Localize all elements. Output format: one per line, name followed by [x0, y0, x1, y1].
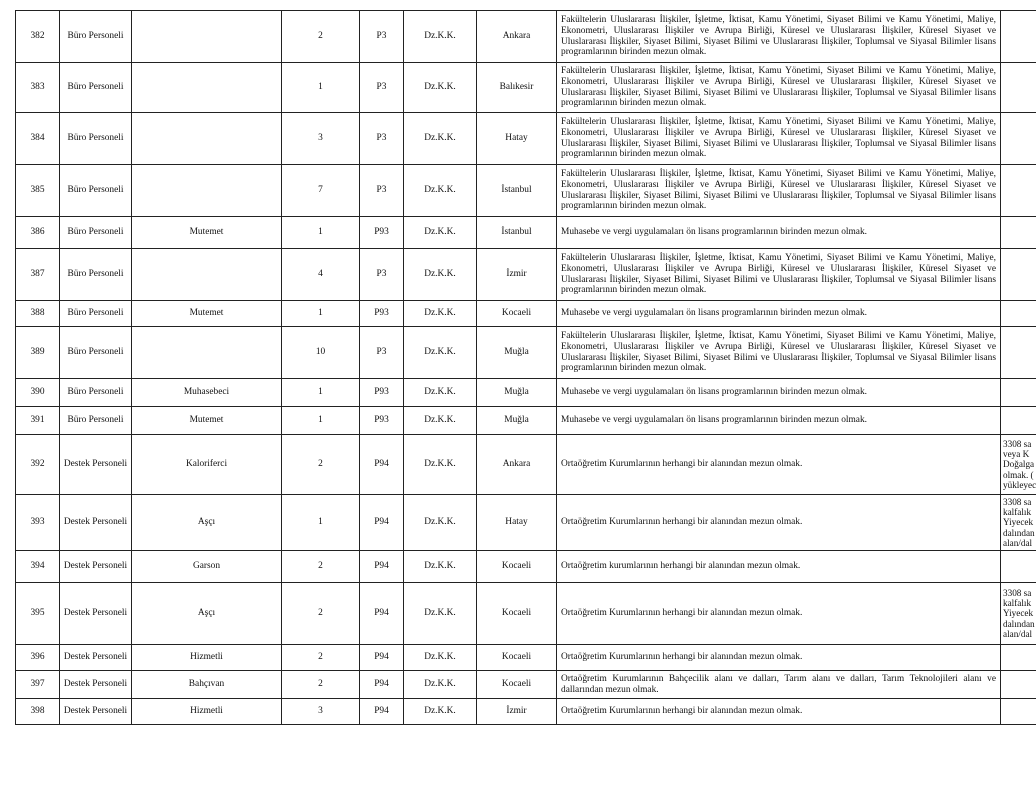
requirement-text: Fakültelerin Uluslararası İlişkiler, İşletme, İktisat, Kamu Yönetimi, Siyaset Bilimi ve Kamu Yönetimi, Maliye, Ekonometri, Uluslararası İlişkiler ve Avrupa Birliği, Küresel ve Uluslararası İlişkiler, Küresel Siyaset ve Uluslararası İlişkiler, Siyaset Bilimi, Siyaset Bilimi ve Uluslararası İlişkiler, Toplumsal ve Siyasal Bilimler lisans programlarının birinden mezun olmak.: [557, 11, 1001, 63]
table-row: [16, 699, 1036, 725]
requirement-text: Muhasebe ve vergi uygulamaları ön lisans programlarının birinden mezun olmak.: [557, 301, 1001, 327]
institution: Dz.K.K.: [404, 435, 477, 495]
table-row: [16, 645, 1036, 671]
requirement-text: Fakültelerin Uluslararası İlişkiler, İşletme, İktisat, Kamu Yönetimi, Siyaset Bilimi ve Kamu Yönetimi, Maliye, Ekonometri, Uluslararası İlişkiler ve Avrupa Birliği, Küresel ve Uluslararası İlişkiler, Küresel Siyaset ve Uluslararası İlişkiler, Siyaset Bilimi, Siyaset Bilimi ve Uluslararası İlişkiler, Toplumsal ve Siyasal Bilimler lisans programlarının birinden mezun olmak.: [557, 165, 1001, 217]
row-number: 389: [16, 327, 60, 379]
position-code: P3: [360, 249, 404, 301]
city: Ankara: [477, 11, 557, 63]
row-number: 383: [16, 63, 60, 113]
row-number: 393: [16, 495, 60, 551]
position-count: 4: [282, 249, 360, 301]
position-title: Mutemet: [132, 301, 282, 327]
row-number: 392: [16, 435, 60, 495]
note-cell: [1001, 645, 1036, 671]
position-count: 7: [282, 165, 360, 217]
position-count: 10: [282, 327, 360, 379]
table-row: [16, 113, 1036, 165]
requirement-text: Ortaöğretim Kurumlarının herhangi bir alanından mezun olmak.: [557, 645, 1001, 671]
position-count: 2: [282, 645, 360, 671]
table-row: [16, 11, 1036, 63]
city: Kocaeli: [477, 645, 557, 671]
institution: Dz.K.K.: [404, 217, 477, 249]
position-code: P94: [360, 435, 404, 495]
position-code: P93: [360, 217, 404, 249]
position-count: 3: [282, 699, 360, 725]
city: İzmir: [477, 249, 557, 301]
position-code: P94: [360, 551, 404, 583]
unit-name: Büro Personeli: [60, 11, 132, 63]
unit-name: Büro Personeli: [60, 327, 132, 379]
note-cell: [1001, 379, 1036, 407]
city: İstanbul: [477, 217, 557, 249]
row-number: 395: [16, 583, 60, 645]
position-title: Kaloriferci: [132, 435, 282, 495]
note-cell: [1001, 671, 1036, 699]
note-line: Doğalga: [1003, 459, 1035, 470]
position-count: 1: [282, 301, 360, 327]
institution: Dz.K.K.: [404, 327, 477, 379]
requirement-text: Ortaöğretim Kurumlarının herhangi bir alanından mezun olmak.: [557, 583, 1001, 645]
institution: Dz.K.K.: [404, 379, 477, 407]
unit-name: Büro Personeli: [60, 165, 132, 217]
note-cell: [1001, 407, 1036, 435]
position-count: 1: [282, 495, 360, 551]
note-line: olmak. (: [1003, 469, 1034, 480]
requirement-text: Fakültelerin Uluslararası İlişkiler, İşletme, İktisat, Kamu Yönetimi, Siyaset Bilimi ve Kamu Yönetimi, Maliye, Ekonometri, Uluslararası İlişkiler ve Avrupa Birliği, Küresel ve Uluslararası İlişkiler, Küresel Siyaset ve Uluslararası İlişkiler, Siyaset Bilimi, Siyaset Bilimi ve Uluslararası İlişkiler, Toplumsal ve Siyasal Bilimler lisans programlarının birinden mezun olmak.: [557, 63, 1001, 113]
row-number: 398: [16, 699, 60, 725]
position-code: P93: [360, 407, 404, 435]
row-number: 388: [16, 301, 60, 327]
note-line: 3308 sa: [1003, 496, 1032, 507]
table-row: [16, 407, 1036, 435]
institution: Dz.K.K.: [404, 551, 477, 583]
unit-name: Destek Personeli: [60, 671, 132, 699]
city: İzmir: [477, 699, 557, 725]
requirement-text: Ortaöğretim kurumlarının herhangi bir alanından mezun olmak.: [557, 551, 1001, 583]
city: Muğla: [477, 379, 557, 407]
table-row: [16, 379, 1036, 407]
table-row: [16, 217, 1036, 249]
row-number: 397: [16, 671, 60, 699]
personnel-table: [15, 10, 1036, 725]
position-code: P3: [360, 165, 404, 217]
note-line: kalfalık: [1003, 598, 1032, 609]
note-line: alan/dal: [1003, 628, 1033, 639]
position-title: [132, 249, 282, 301]
position-title: Mutemet: [132, 217, 282, 249]
institution: Dz.K.K.: [404, 165, 477, 217]
requirement-text: Ortaöğretim Kurumlarının herhangi bir alanından mezun olmak.: [557, 495, 1001, 551]
note-cell: [1001, 165, 1036, 217]
city: Ankara: [477, 435, 557, 495]
table-row: [16, 435, 1036, 495]
row-number: 396: [16, 645, 60, 671]
institution: Dz.K.K.: [404, 495, 477, 551]
requirement-text: Ortaöğretim Kurumlarının Bahçecilik alanı ve dalları, Tarım alanı ve dalları, Tarım Teknolojileri alanı ve dallarından mezun olmak.: [557, 671, 1001, 699]
position-title: [132, 63, 282, 113]
institution: Dz.K.K.: [404, 249, 477, 301]
position-title: Aşçı: [132, 583, 282, 645]
requirement-text: Muhasebe ve vergi uygulamaları ön lisans programlarının birinden mezun olmak.: [557, 407, 1001, 435]
position-code: P94: [360, 699, 404, 725]
table-row: [16, 327, 1036, 379]
requirement-text: Ortaöğretim Kurumlarının herhangi bir alanından mezun olmak.: [557, 699, 1001, 725]
institution: Dz.K.K.: [404, 671, 477, 699]
city: Kocaeli: [477, 551, 557, 583]
note-line: dalından: [1003, 527, 1035, 538]
unit-name: Büro Personeli: [60, 249, 132, 301]
unit-name: Büro Personeli: [60, 113, 132, 165]
unit-name: Destek Personeli: [60, 435, 132, 495]
requirement-text: Fakültelerin Uluslararası İlişkiler, İşletme, İktisat, Kamu Yönetimi, Siyaset Bilimi ve Kamu Yönetimi, Maliye, Ekonometri, Uluslararası İlişkiler ve Avrupa Birliği, Küresel ve Uluslararası İlişkiler, Küresel Siyaset ve Uluslararası İlişkiler, Siyaset Bilimi, Siyaset Bilimi ve Uluslararası İlişkiler, Toplumsal ve Siyasal Bilimler lisans programlarının birinden mezun olmak.: [557, 327, 1001, 379]
table-row: [16, 301, 1036, 327]
position-title: Aşçı: [132, 495, 282, 551]
requirement-text: Muhasebe ve vergi uygulamaları ön lisans programlarının birinden mezun olmak.: [557, 217, 1001, 249]
note-line: dalından: [1003, 618, 1035, 629]
position-count: 2: [282, 583, 360, 645]
note-line: yükleyec: [1003, 479, 1036, 490]
position-count: 1: [282, 217, 360, 249]
position-code: P3: [360, 63, 404, 113]
requirement-text: Ortaöğretim Kurumlarının herhangi bir alanından mezun olmak.: [557, 435, 1001, 495]
unit-name: Destek Personeli: [60, 645, 132, 671]
unit-name: Destek Personeli: [60, 495, 132, 551]
table-row: [16, 671, 1036, 699]
table-row: [16, 165, 1036, 217]
institution: Dz.K.K.: [404, 301, 477, 327]
note-line: alan/dal: [1003, 537, 1033, 548]
row-number: 384: [16, 113, 60, 165]
note-cell: [1001, 551, 1036, 583]
requirement-text: Fakültelerin Uluslararası İlişkiler, İşletme, İktisat, Kamu Yönetimi, Siyaset Bilimi ve Kamu Yönetimi, Maliye, Ekonometri, Uluslararası İlişkiler ve Avrupa Birliği, Küresel ve Uluslararası İlişkiler, Küresel Siyaset ve Uluslararası İlişkiler, Siyaset Bilimi, Siyaset Bilimi ve Uluslararası İlişkiler, Toplumsal ve Siyasal Bilimler lisans programlarının birinden mezun olmak.: [557, 249, 1001, 301]
note-cell: [1001, 435, 1036, 495]
position-code: P94: [360, 583, 404, 645]
position-code: P93: [360, 379, 404, 407]
note-cell: [1001, 11, 1036, 63]
unit-name: Destek Personeli: [60, 551, 132, 583]
note-cell: [1001, 327, 1036, 379]
table-row: [16, 63, 1036, 113]
position-title: Hizmetli: [132, 645, 282, 671]
position-count: 2: [282, 11, 360, 63]
unit-name: Büro Personeli: [60, 407, 132, 435]
note-cell: [1001, 63, 1036, 113]
note-line: Yiyecek: [1003, 517, 1034, 528]
unit-name: Büro Personeli: [60, 301, 132, 327]
note-line: 3308 sa: [1003, 587, 1032, 598]
note-line: kalfalık: [1003, 507, 1032, 518]
position-title: Garson: [132, 551, 282, 583]
position-code: P94: [360, 495, 404, 551]
note-line: Yiyecek: [1003, 608, 1034, 619]
position-code: P94: [360, 645, 404, 671]
unit-name: Destek Personeli: [60, 583, 132, 645]
position-count: 3: [282, 113, 360, 165]
unit-name: Destek Personeli: [60, 699, 132, 725]
row-number: 385: [16, 165, 60, 217]
city: Muğla: [477, 407, 557, 435]
note-cell: [1001, 113, 1036, 165]
row-number: 387: [16, 249, 60, 301]
note-line: 3308 sa: [1003, 438, 1032, 449]
position-code: P3: [360, 11, 404, 63]
city: Kocaeli: [477, 583, 557, 645]
position-title: Hizmetli: [132, 699, 282, 725]
position-title: Bahçıvan: [132, 671, 282, 699]
note-cell: [1001, 583, 1036, 645]
city: Kocaeli: [477, 301, 557, 327]
requirement-text: Fakültelerin Uluslararası İlişkiler, İşletme, İktisat, Kamu Yönetimi, Siyaset Bilimi ve Kamu Yönetimi, Maliye, Ekonometri, Uluslararası İlişkiler ve Avrupa Birliği, Küresel ve Uluslararası İlişkiler, Küresel Siyaset ve Uluslararası İlişkiler, Siyaset Bilimi, Siyaset Bilimi ve Uluslararası İlişkiler, Toplumsal ve Siyasal Bilimler lisans programlarının birinden mezun olmak.: [557, 113, 1001, 165]
unit-name: Büro Personeli: [60, 379, 132, 407]
table-row: [16, 551, 1036, 583]
city: İstanbul: [477, 165, 557, 217]
position-code: P3: [360, 327, 404, 379]
institution: Dz.K.K.: [404, 699, 477, 725]
position-count: 2: [282, 435, 360, 495]
position-title: [132, 165, 282, 217]
position-title: [132, 327, 282, 379]
position-count: 1: [282, 63, 360, 113]
position-count: 1: [282, 407, 360, 435]
position-code: P3: [360, 113, 404, 165]
row-number: 394: [16, 551, 60, 583]
unit-name: Büro Personeli: [60, 63, 132, 113]
institution: Dz.K.K.: [404, 645, 477, 671]
note-line: veya K: [1003, 449, 1030, 460]
city: Hatay: [477, 495, 557, 551]
note-cell: [1001, 217, 1036, 249]
table-row: [16, 583, 1036, 645]
position-count: 1: [282, 379, 360, 407]
unit-name: Büro Personeli: [60, 217, 132, 249]
position-count: 2: [282, 551, 360, 583]
table-body: [16, 11, 1036, 725]
position-code: P94: [360, 671, 404, 699]
note-cell: [1001, 495, 1036, 551]
institution: Dz.K.K.: [404, 11, 477, 63]
institution: Dz.K.K.: [404, 113, 477, 165]
position-title: [132, 113, 282, 165]
position-code: P93: [360, 301, 404, 327]
note-cell: [1001, 699, 1036, 725]
row-number: 390: [16, 379, 60, 407]
position-title: Muhasebeci: [132, 379, 282, 407]
note-cell: [1001, 301, 1036, 327]
institution: Dz.K.K.: [404, 407, 477, 435]
position-title: Mutemet: [132, 407, 282, 435]
table-row: [16, 249, 1036, 301]
position-count: 2: [282, 671, 360, 699]
position-title: [132, 11, 282, 63]
institution: Dz.K.K.: [404, 583, 477, 645]
city: Muğla: [477, 327, 557, 379]
table-row: [16, 495, 1036, 551]
row-number: 382: [16, 11, 60, 63]
note-cell: [1001, 249, 1036, 301]
row-number: 391: [16, 407, 60, 435]
row-number: 386: [16, 217, 60, 249]
requirement-text: Muhasebe ve vergi uygulamaları ön lisans programlarının birinden mezun olmak.: [557, 379, 1001, 407]
city: Kocaeli: [477, 671, 557, 699]
city: Balıkesir: [477, 63, 557, 113]
city: Hatay: [477, 113, 557, 165]
institution: Dz.K.K.: [404, 63, 477, 113]
